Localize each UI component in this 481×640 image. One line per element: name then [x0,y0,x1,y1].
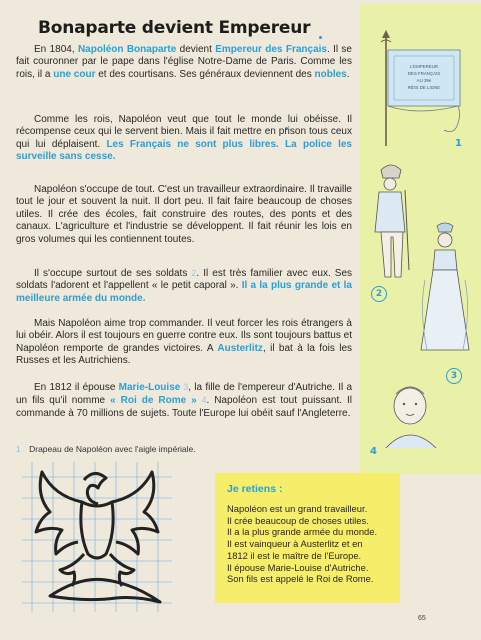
text-run: En 1804, [34,44,78,55]
highlighted-text: une cour [53,68,96,80]
king-of-rome-illustration [376,380,446,450]
svg-text:L'EMPEREUR: L'EMPEREUR [409,64,439,69]
text-run: et des courtisans. Ses généraux deviennent des [95,68,315,80]
highlighted-text: Marie-Louise [118,382,181,393]
summary-line: Il crée beaucoup de choses utiles. [227,514,369,526]
highlighted-text: « Roi de Rome » [110,395,197,407]
figure-number-3: 3 [446,368,462,384]
paragraph [16,318,352,368]
summary-line: Il épouse Marie-Louise d'Autriche. [227,561,369,573]
svg-text:DES FRANÇAIS: DES FRANÇAIS [407,71,441,76]
highlighted-text: nobles [314,68,347,80]
highlighted-text: Empereur des Français [215,44,327,55]
caption-text: Drapeau de Napoléon avec l'aigle impériale. [29,444,196,454]
paragraph [16,184,352,246]
soldier-illustration [365,160,415,290]
page-number: 65 [418,615,426,622]
highlighted-text: Napoléon Bonaparte [77,44,177,55]
marie-louise-illustration [415,220,475,360]
text-run: . Napoléon est tout puissant. Il commande à 70 millions de sujets. Toute l'Europe lui obéit sauf l'Angleterre. [16,395,353,419]
text-run: . Il se fait couronner par le pape dans l'église Notre-Dame de Paris. Comme les rois, il a [16,44,352,80]
text-run: Mais Napoléon aime trop commander. Il veut forcer les rois étrangers à lui obéir. Alors il est toujours en guerre contre eux. Ils sont toujours battus et Napoléon remporte de grandes victoires. A [16,318,352,354]
text-run: . [346,68,350,80]
paragraph [16,114,352,164]
highlighted-text: Les Français ne sont plus libres. La police les surveille sans cesse. [16,138,352,163]
page-title: Bonaparte devient Empereur [38,18,311,38]
caption-number: 1 [16,444,21,454]
figure-number-4: 4 [370,446,377,457]
text-run: . Il est très familier avec eux. Ses soldats l'adorent et l'appellent « le petit caporal ». [16,268,353,292]
paragraph [16,44,352,81]
decorative-dot [319,36,322,39]
text-run: , il bat à la fois les Russes et les Autrichiens. [16,342,353,367]
summary-line: Il a la plus grande armée du monde. [227,526,378,538]
summary-line: Son fils est appelé le Roi de Rome. [227,573,374,585]
svg-text:RÉGt DE LIGNE: RÉGt DE LIGNE [407,85,441,90]
imperial-eagle-drawing [22,462,172,612]
figure-number-1: 1 [455,138,462,149]
summary-line: Il est vainqueur à Austerlitz et en [227,538,363,550]
paragraph [16,267,352,305]
text-run: En 1812 il épouse [34,382,119,393]
summary-box [215,473,400,603]
figure-reference: 4 [196,395,207,406]
highlighted-text: Il a la plus grande et la meilleure armée du monde. [16,280,352,304]
text-run: Napoléon s'occupe de tout. C'est un travailleur extraordinaire. Il travaille tout le jour et souvent la nuit. Il dort peu. Il fait faire beaucoup de choses utiles. Il crée des écoles, fait construire des routes, des ponts et des canaux. L'agriculture et l'industrie se développent. Il fait réunir les lois en gros volumes qui les contiennent toutes. [16,184,352,245]
summary-line: Napoléon est un grand travailleur. [227,503,368,514]
figure-reference: 3 [180,382,189,392]
figure-number-2: 2 [371,286,387,302]
text-run: devient [176,44,216,55]
highlighted-text: Austerlitz [217,342,263,354]
figure-reference: 2 [191,268,197,278]
imperial-flag-illustration [372,28,472,148]
svg-text:AU 39e: AU 39e [416,78,432,83]
text-run: Comme les rois, Napoléon veut que tout le monde lui obéisse. Il récompense ceux qui le servent bien. Mais il fait mettre en prison tous ceux qui lui déplaisent. [16,114,352,150]
text-run: Il s'occupe surtout de ses soldats [34,268,192,279]
summary-line: 1812 il est le maître de l'Europe. [227,549,362,561]
figure-caption [16,444,346,454]
text-run: , la fille de l'empereur d'Autriche. Il a un fils qu'il nomme [16,382,353,407]
paragraph [16,381,352,420]
summary-heading: Je retiens : [227,483,283,495]
